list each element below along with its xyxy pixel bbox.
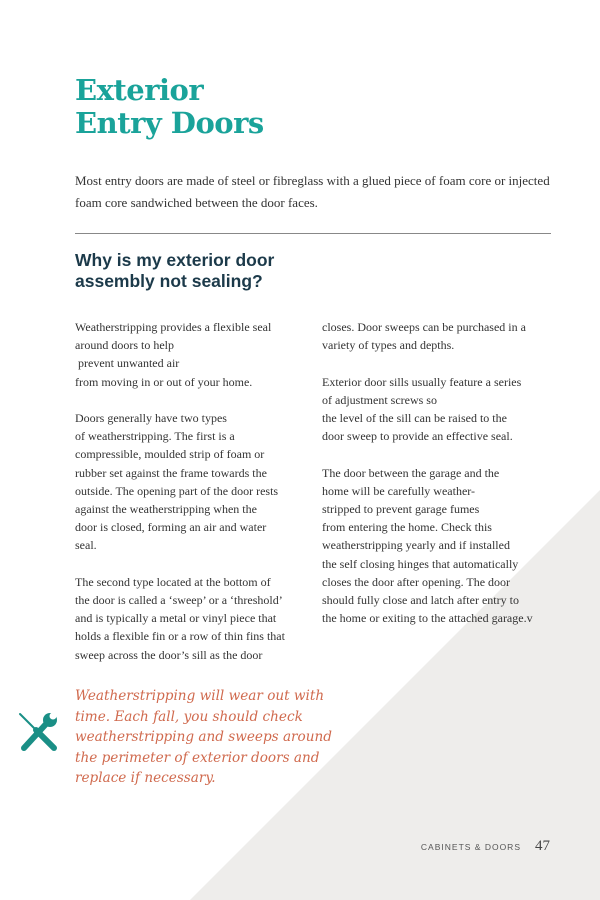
page-footer [421,838,550,855]
footer-section: CABINETS & DOORS [420,842,521,852]
body-column-1: Weatherstripping provides a flexible seal around doors to help prevent unwanted air from moving in or out of your home. Doors generally have two types of weatherstripping. The first is a compressible, moulded strip of foam or rubber set against the frame towards the outside. The opening part of the door rests against the weatherstripping when the door is closed, forming an air and water seal. The second type located at the bottom of the door is called a ‘sweep’ or a ‘threshold’ and is typically a metal or vinyl piece that holds a flexible fin or a row of thin fins that sweep across the door’s sill as the door [75,320,285,662]
page-number: 47 [535,838,550,854]
body-column-2: closes. Door sweeps can be purchased in a variety of types and depths. Exterior door sills usually feature a series of adjustment screws so the level of the sill can be raised to the door sweep to provide an effective seal. The door between the garage and the home will be carefully weather- stripped to prevent garage fumes from entering the home. Check this weatherstripping yearly and if installed the self closing hinges that automatically closes the door after opening. The door should fully close and latch after entry to the home or exiting to the attached garage.v [322,320,533,626]
title-line-2: Entry Doors [75,106,264,140]
section-heading [75,250,274,292]
intro-paragraph: Most entry doors are made of steel or fibreglass with a glued piece of foam core or injected foam core sandwiched between the door faces. [75,173,550,210]
tip-callout: Weatherstripping will wear out with time. Each fall, you should check weatherstripping and sweeps around the perimeter of exterior doors and replace if necessary. [75,688,332,786]
divider [75,233,551,234]
heading-line-2: assembly not sealing? [75,271,263,291]
page-title [75,74,264,140]
heading-line-1: Why is my exterior door [75,250,275,270]
title-line-1: Exterior [75,73,204,107]
wrench-screwdriver-icon [16,710,60,754]
